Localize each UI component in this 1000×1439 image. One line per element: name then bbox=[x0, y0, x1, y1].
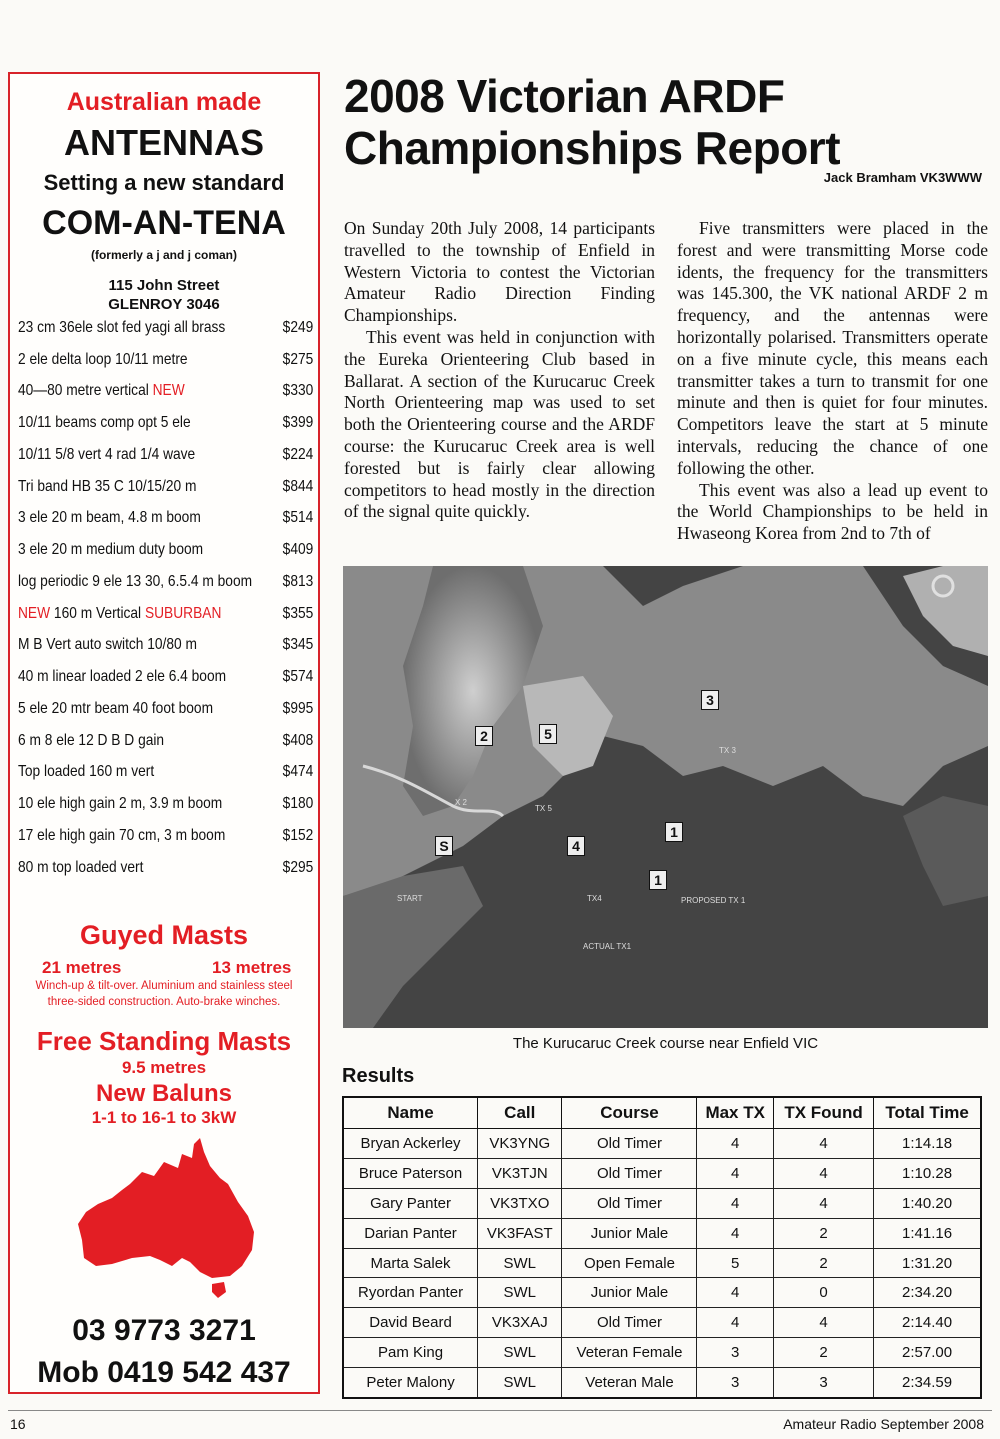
cell: 1:10.28 bbox=[874, 1158, 981, 1188]
cell: Bruce Paterson bbox=[343, 1158, 478, 1188]
ad-antennas-heading: ANTENNAS bbox=[63, 122, 264, 163]
ad-brand-name: COM-AN-TENA bbox=[42, 204, 286, 242]
cell: 1:31.20 bbox=[874, 1248, 981, 1278]
item-name: 40 m linear loaded 2 ele 6.4 boom bbox=[18, 668, 227, 686]
cell: VK3TJN bbox=[478, 1158, 562, 1188]
cell: 0 bbox=[773, 1278, 873, 1308]
cell: Junior Male bbox=[562, 1278, 697, 1308]
map-marker-start: S bbox=[435, 836, 453, 856]
item-price: $514 bbox=[282, 509, 314, 527]
map-label-proposed: PROPOSED TX 1 bbox=[681, 896, 746, 905]
ad-new-baluns: New Baluns bbox=[95, 1080, 233, 1107]
price-item bbox=[18, 503, 313, 535]
item-price: $275 bbox=[282, 350, 314, 368]
column-header: TX Found bbox=[773, 1097, 873, 1129]
price-item bbox=[18, 693, 313, 725]
item-name: 10 ele high gain 2 m, 3.9 m boom bbox=[18, 795, 223, 813]
cell: Pam King bbox=[343, 1338, 478, 1368]
cell: Junior Male bbox=[562, 1218, 697, 1248]
table-row bbox=[343, 1188, 981, 1218]
cell: 2:34.59 bbox=[874, 1368, 981, 1398]
ad-guyed-masts: Guyed Masts bbox=[79, 920, 249, 950]
ad-phone: 03 9773 3271 bbox=[72, 1314, 256, 1347]
cell: 2:57.00 bbox=[874, 1338, 981, 1368]
ad-street: 115 John Street bbox=[108, 277, 220, 294]
price-list bbox=[18, 312, 314, 884]
price-item bbox=[18, 407, 313, 439]
price-item bbox=[18, 566, 313, 598]
item-name: 10/11 beams comp opt 5 ele bbox=[18, 414, 191, 432]
results-table bbox=[342, 1096, 982, 1399]
price-item bbox=[18, 852, 313, 884]
item-name: NEW 160 m Vertical SUBURBAN bbox=[18, 604, 222, 622]
cell: Ryordan Panter bbox=[343, 1278, 478, 1308]
antenna-advert bbox=[8, 72, 320, 1394]
cell: Gary Panter bbox=[343, 1188, 478, 1218]
item-price: $180 bbox=[282, 795, 314, 813]
price-item bbox=[18, 439, 313, 471]
cell: 4 bbox=[697, 1129, 773, 1159]
item-name: 23 cm 36ele slot fed yagi all brass bbox=[18, 318, 226, 336]
cell: 4 bbox=[773, 1129, 873, 1159]
price-item bbox=[18, 788, 313, 820]
item-name: 3 ele 20 m beam, 4.8 m boom bbox=[18, 509, 201, 527]
column-header: Max TX bbox=[697, 1097, 773, 1129]
item-name: 6 m 8 ele 12 D B D gain bbox=[18, 731, 165, 749]
item-name: 40—80 metre vertical NEW bbox=[18, 382, 185, 400]
ad-winch-line-1: Winch-up & tilt-over. Aluminium and stainless steel bbox=[35, 980, 293, 992]
cell: 4 bbox=[773, 1308, 873, 1338]
ad-formerly: (formerly a j and j coman) bbox=[90, 248, 238, 262]
map-marker-5: 5 bbox=[539, 724, 557, 744]
footer-rule bbox=[8, 1410, 992, 1411]
cell: VK3YNG bbox=[478, 1129, 562, 1159]
item-name: Tri band HB 35 C 10/15/20 m bbox=[18, 477, 197, 495]
item-name: 17 ele high gain 70 cm, 3 m boom bbox=[18, 826, 226, 844]
map-marker-3: 3 bbox=[701, 690, 719, 710]
ad-13-metres: 13 metres bbox=[212, 958, 292, 977]
photo-caption: The Kurucaruc Creek course near Enfield VIC bbox=[512, 1035, 819, 1052]
paragraph: This event was also a lead up event to the World Championships to be held in Hwaseong Korea from 2nd to 7th of bbox=[677, 479, 988, 544]
ad-town: GLENROY 3046 bbox=[108, 296, 220, 313]
cell: 4 bbox=[773, 1158, 873, 1188]
map-label-actual: ACTUAL TX1 bbox=[583, 942, 632, 951]
cell: Old Timer bbox=[562, 1129, 697, 1159]
price-item bbox=[18, 471, 313, 503]
cell: 4 bbox=[773, 1188, 873, 1218]
cell: Marta Salek bbox=[343, 1248, 478, 1278]
item-price: $152 bbox=[282, 826, 314, 844]
cell: 4 bbox=[697, 1158, 773, 1188]
table-row bbox=[343, 1278, 981, 1308]
cell: Peter Malony bbox=[343, 1368, 478, 1398]
cell: VK3XAJ bbox=[478, 1308, 562, 1338]
item-price: $399 bbox=[282, 414, 314, 432]
price-item bbox=[18, 757, 313, 789]
table-row bbox=[343, 1308, 981, 1338]
cell: David Beard bbox=[343, 1308, 478, 1338]
item-price: $330 bbox=[282, 382, 314, 400]
cell: 1:14.18 bbox=[874, 1129, 981, 1159]
article-column-2 bbox=[677, 218, 988, 545]
price-item bbox=[18, 820, 313, 852]
map-label-start: START bbox=[397, 894, 423, 903]
map-label-tx5: TX 5 bbox=[535, 804, 552, 813]
paragraph: Five transmitters were placed in the forest and were transmitting Morse code idents, the frequency for the transmitters was 145.300, the VK national ARDF 2 m frequency, and the antennas were horizontally polarised. Transmitters operate on a five minute cycle, this means each transmitter takes a turn to transmit for one minute and then is quiet for four minutes. Competitors leave the start at 5 minute intervals, reducing the chance of one following the other. bbox=[677, 218, 988, 478]
cell: 2 bbox=[773, 1218, 873, 1248]
table-row bbox=[343, 1368, 981, 1398]
cell: 4 bbox=[697, 1188, 773, 1218]
price-item bbox=[18, 661, 313, 693]
cell: SWL bbox=[478, 1368, 562, 1398]
cell: 4 bbox=[697, 1218, 773, 1248]
item-price: $813 bbox=[282, 572, 314, 590]
cell: Darian Panter bbox=[343, 1218, 478, 1248]
cell: Bryan Ackerley bbox=[343, 1129, 478, 1159]
table-header-row bbox=[343, 1097, 981, 1129]
item-price: $295 bbox=[282, 858, 314, 876]
item-name: 80 m top loaded vert bbox=[18, 858, 144, 876]
cell: VK3FAST bbox=[478, 1218, 562, 1248]
cell: 1:41.16 bbox=[874, 1218, 981, 1248]
cell: 3 bbox=[773, 1368, 873, 1398]
ad-free-height: 9.5 metres bbox=[121, 1058, 207, 1077]
map-marker-1: 1 bbox=[665, 822, 683, 842]
title-line-2: Championships Report bbox=[344, 122, 841, 174]
column-header: Total Time bbox=[874, 1097, 981, 1129]
ad-free-standing: Free Standing Masts bbox=[36, 1026, 292, 1056]
cell: Old Timer bbox=[562, 1188, 697, 1218]
ad-tagline: Setting a new standard bbox=[43, 170, 285, 195]
cell: Old Timer bbox=[562, 1308, 697, 1338]
price-item bbox=[18, 725, 313, 757]
price-item bbox=[18, 312, 313, 344]
article-author: Jack Bramham VK3WWW bbox=[823, 170, 982, 185]
item-name: log periodic 9 ele 13 30, 6.5.4 m boom bbox=[18, 572, 253, 590]
item-price: $224 bbox=[282, 445, 314, 463]
price-item bbox=[18, 344, 313, 376]
item-price: $844 bbox=[282, 477, 314, 495]
cell: VK3TXO bbox=[478, 1188, 562, 1218]
cell: 3 bbox=[697, 1338, 773, 1368]
map-label-tx4: TX4 bbox=[587, 894, 602, 903]
ad-made-line: Australian made bbox=[66, 88, 262, 116]
cell: 3 bbox=[697, 1368, 773, 1398]
table-row bbox=[343, 1129, 981, 1159]
column-header: Course bbox=[562, 1097, 697, 1129]
price-item bbox=[18, 630, 313, 662]
cell: SWL bbox=[478, 1338, 562, 1368]
table-row bbox=[343, 1158, 981, 1188]
cell: 2 bbox=[773, 1338, 873, 1368]
item-name: Top loaded 160 m vert bbox=[18, 763, 155, 781]
price-item bbox=[18, 534, 313, 566]
publication-info: Amateur Radio September 2008 bbox=[783, 1416, 984, 1432]
cell: 5 bbox=[697, 1248, 773, 1278]
map-marker-2: 2 bbox=[475, 726, 493, 746]
item-price: $345 bbox=[282, 636, 314, 654]
item-name: 10/11 5/8 vert 4 rad 1/4 wave bbox=[18, 445, 196, 463]
cell: Old Timer bbox=[562, 1158, 697, 1188]
cell: Veteran Female bbox=[562, 1338, 697, 1368]
map-label-tx3: TX 3 bbox=[719, 746, 736, 755]
paragraph: On Sunday 20th July 2008, 14 participants travelled to the township of Enfield in Western Victoria to contest the Victorian Amateur Radio Direction Finding Championships. bbox=[344, 218, 655, 326]
cell: 2 bbox=[773, 1248, 873, 1278]
course-map-graphic bbox=[343, 566, 988, 1028]
australia-map-icon bbox=[72, 1132, 272, 1312]
column-header: Call bbox=[478, 1097, 562, 1129]
map-label-x2: X 2 bbox=[455, 798, 468, 807]
item-price: $409 bbox=[282, 541, 314, 559]
cell: 2:14.40 bbox=[874, 1308, 981, 1338]
cell: 4 bbox=[697, 1308, 773, 1338]
cell: SWL bbox=[478, 1248, 562, 1278]
article-column-1 bbox=[344, 218, 655, 523]
item-price: $355 bbox=[282, 604, 314, 622]
course-map-photo bbox=[343, 566, 988, 1028]
cell: 4 bbox=[697, 1278, 773, 1308]
map-marker-4: 4 bbox=[567, 836, 585, 856]
cell: Veteran Male bbox=[562, 1368, 697, 1398]
item-price: $249 bbox=[282, 318, 314, 336]
ad-winch-line-2: three-sided construction. Auto-brake winches. bbox=[47, 996, 281, 1008]
cell: 1:40.20 bbox=[874, 1188, 981, 1218]
item-name: 5 ele 20 mtr beam 40 foot boom bbox=[18, 699, 214, 717]
table-row bbox=[343, 1248, 981, 1278]
map-marker-1b: 1 bbox=[649, 870, 667, 890]
cell: 2:34.20 bbox=[874, 1278, 981, 1308]
cell: Open Female bbox=[562, 1248, 697, 1278]
item-price: $574 bbox=[282, 668, 314, 686]
item-name: 2 ele delta loop 10/11 metre bbox=[18, 350, 188, 368]
item-price: $474 bbox=[282, 763, 314, 781]
page-number: 16 bbox=[10, 1416, 26, 1432]
table-row bbox=[343, 1218, 981, 1248]
column-header: Name bbox=[343, 1097, 478, 1129]
item-price: $995 bbox=[282, 699, 314, 717]
cell: SWL bbox=[478, 1278, 562, 1308]
results-heading: Results bbox=[342, 1065, 415, 1087]
ad-mobile: Mob 0419 542 437 bbox=[37, 1356, 291, 1389]
ad-21-metres: 21 metres bbox=[42, 958, 122, 977]
ad-winch-text bbox=[10, 978, 318, 1010]
item-name: 3 ele 20 m medium duty boom bbox=[18, 541, 204, 559]
article-title bbox=[344, 70, 984, 174]
item-name: M B Vert auto switch 10/80 m bbox=[18, 636, 197, 654]
table-row bbox=[343, 1338, 981, 1368]
paragraph: This event was held in conjunction with the Eureka Orienteering Club based in Ballarat. A section of the Kurucaruc Creek North Orienteering map was used to set both the Orienteering course and the ARDF course: the Kurucaruc Creek area is well forested but is fairly clear allowing competitors to head mostly in the direction of the signal quite quickly. bbox=[344, 326, 655, 522]
price-item bbox=[18, 598, 313, 630]
price-item bbox=[18, 376, 313, 408]
item-price: $408 bbox=[282, 731, 314, 749]
title-line-1: 2008 Victorian ARDF bbox=[344, 70, 785, 122]
ad-baluns-range: 1-1 to 16-1 to 3kW bbox=[91, 1108, 237, 1127]
